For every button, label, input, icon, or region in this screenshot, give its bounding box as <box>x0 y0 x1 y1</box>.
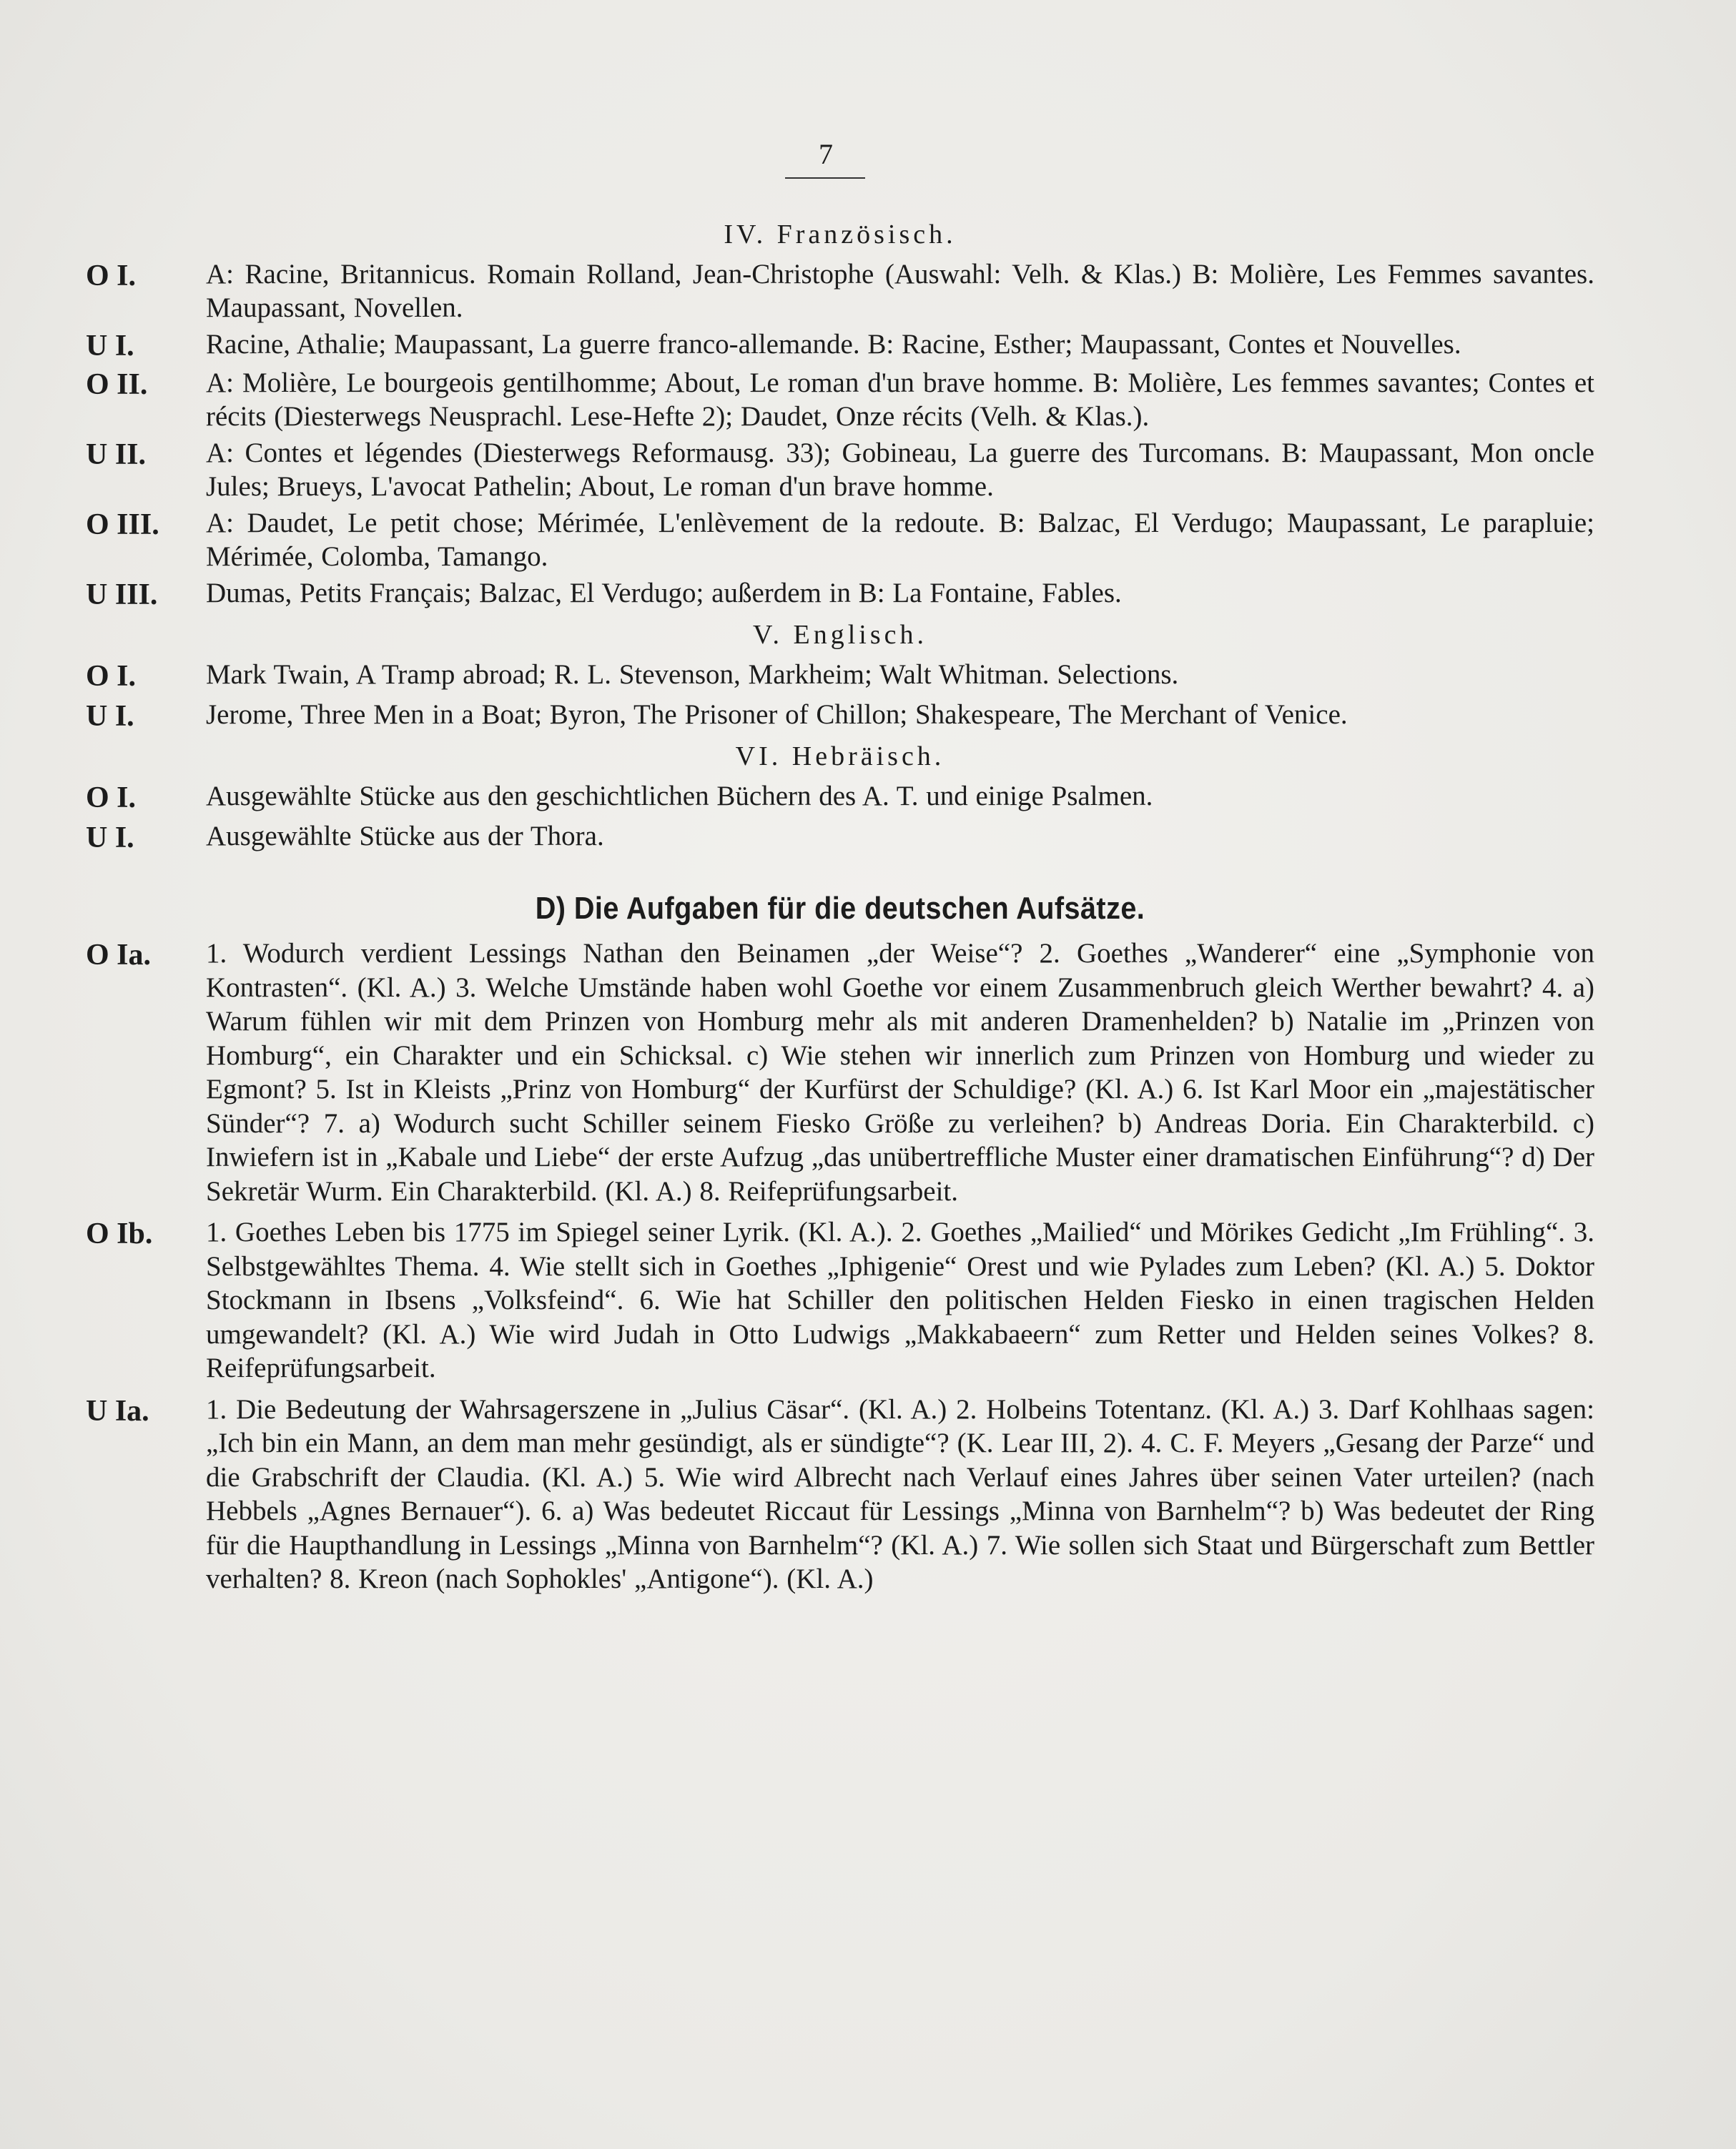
reading-entry <box>86 698 1594 733</box>
reading-entry <box>86 366 1594 433</box>
section-heading-english: V. Englisch. <box>752 620 928 650</box>
entry-text: Mark Twain, A Tramp abroad; R. L. Stevenson, Markheim; Walt Whitman. Selections. <box>206 659 1179 690</box>
section-heading-hebrew: VI. Hebräisch. <box>735 741 945 771</box>
page-content <box>86 212 1594 1604</box>
reading-entry <box>86 658 1594 693</box>
entry-text: Ausgewählte Stücke aus der Thora. <box>206 821 604 851</box>
reading-entry <box>86 779 1594 815</box>
entry-text: Dumas, Petits Français; Balzac, El Verdugo; außerdem in B: La Fontaine, Fables. <box>206 578 1122 608</box>
entry-text: 1. Wodurch verdient Lessings Nathan den Beinamen „der Weise“? 2. Goethes „Wanderer“ eine „Symphonie von Kontrasten“. (Kl. A.) 3. Welche Umstände haben wohl Goethe vor einem Zusammenbruch gleich Werther bewahrt? 4. a) Warum fühlen wir mit dem Prinzen von Homburg mehr als mit anderen Dramenhelden? b) Natalie im „Prinzen von Homburg“, ein Charakter und ein Schicksal. c) Wie stehen wir innerlich zum Prinzen von Homburg und wieder zu Egmont? 5. Ist in Kleists „Prinz von Homburg“ der Kurfürst der Schuldige? (Kl. A.) 6. Ist Karl Moor ein „majestätischer Sünder“? 7. a) Wodurch sucht Schiller seinem Fiesko Größe zu verleihen? b) Andreas Doria. Ein Charakterbild. c) Inwiefern ist in „Kabale und Liebe“ der erste Aufzug „das unübertreffliche Muster einer dramatischen Einführung“? d) Der Sekretär Wurm. Ein Charakterbild. (Kl. A.) 8. Reifeprüfungsarbeit. <box>206 938 1594 1207</box>
entry-text: A: Daudet, Le petit chose; Mérimée, L'enlèvement de la redoute. B: Balzac, El Verdugo; Maupassant, Le parapluie; Mérimée, Colomba, Tamango. <box>206 508 1594 572</box>
essay-entry <box>86 1393 1594 1596</box>
class-label: O I. <box>86 260 137 292</box>
entry-text: A: Racine, Britannicus. Romain Rolland, Jean-Christophe (Auswahl: Velh. & Klas.) B: Molière, Les Femmes savantes. Maupassant, Novellen. <box>206 259 1594 323</box>
class-label: O II. <box>86 368 148 401</box>
section-essays <box>86 891 1594 1596</box>
class-label: O III. <box>86 508 159 541</box>
reading-entry <box>86 327 1594 363</box>
entry-text: A: Contes et légendes (Diesterwegs Reformausg. 33); Gobineau, La guerre des Turcomans. B: Maupassant, Mon oncle Jules; Brueys, L'avocat Pathelin; About, Le roman d'un brave homme. <box>206 438 1594 502</box>
entry-text: Ausgewählte Stücke aus den geschichtlichen Büchern des A. T. und einige Psalmen. <box>206 781 1153 811</box>
entry-text: 1. Die Bedeutung der Wahrsagerszene in „Julius Cäsar“. (Kl. A.) 2. Holbeins Totentanz. (Kl. A.) 3. Darf Kohlhaas sagen: „Ich bin ein Mann, an dem man mehr gesündigt, als er sündigte“? (K. Lear III, 2). 4. C. F. Meyers „Gesang der Parze“ und die Grabschrift der Claudia. (Kl. A.) 5. Wie wird Albrecht nach Verlauf eines Jahres über seinen Vater urteilen? (nach Hebbels „Agnes Bernauer“). 6. a) Was bedeutet Riccaut für Lessings „Minna von Barnhelm“? b) Was bedeutet der Ring für die Haupthandlung in Lessings „Minna von Barnhelm“? (Kl. A.) 7. Wie sollen sich Staat und Bürgerschaft zum Bettler verhalten? 8. Kreon (nach Sophokles' „Antigone“). (Kl. A.) <box>206 1393 1594 1594</box>
section-hebrew <box>86 738 1594 855</box>
class-label: U Ia. <box>86 1394 149 1428</box>
section-english <box>86 616 1594 733</box>
class-label: U II. <box>86 438 147 471</box>
reading-entry <box>86 819 1594 855</box>
class-label: O I. <box>86 781 137 814</box>
section-heading-essays: D) Die Aufgaben für die deutschen Aufsätze. <box>535 891 1145 926</box>
class-label: U I. <box>86 821 134 854</box>
essay-entry <box>86 1215 1594 1385</box>
entry-text: A: Molière, Le bourgeois gentilhomme; About, Le roman d'un brave homme. B: Molière, Les femmes savantes; Contes et récits (Diesterwegs Neusprachl. Lese-Hefte 2); Daudet, Onze récits (Velh. & Klas.). <box>206 367 1594 432</box>
reading-entry <box>86 436 1594 503</box>
class-label: U I. <box>86 330 134 362</box>
reading-entry <box>86 257 1594 325</box>
class-label: O I. <box>86 660 137 693</box>
reading-entry <box>86 576 1594 612</box>
section-french <box>86 216 1594 612</box>
class-label: O Ib. <box>86 1217 153 1250</box>
class-label: U I. <box>86 700 134 733</box>
entry-text: Racine, Athalie; Maupassant, La guerre franco-allemande. B: Racine, Esther; Maupassant, Contes et Nouvelles. <box>206 329 1461 360</box>
class-label: O Ia. <box>86 939 152 972</box>
essay-entry <box>86 937 1594 1208</box>
reading-entry <box>86 506 1594 573</box>
class-label: U III. <box>86 578 158 611</box>
section-heading-french: IV. Französisch. <box>724 219 957 250</box>
page-number: 7 <box>819 138 833 170</box>
page-number-rule <box>785 177 865 179</box>
entry-text: 1. Goethes Leben bis 1775 im Spiegel seiner Lyrik. (Kl. A.). 2. Goethes „Mailied“ und Mörikes Gedicht „Im Frühling“. 3. Selbstgewähltes Thema. 4. Wie stellt sich in Goethes „Iphigenie“ Orest und wie Pylades zum Leben? (Kl. A.) 5. Doktor Stockmann in Ibsens „Volksfeind“. 6. Wie hat Schiller den politischen Helden Fiesko in einen tragischen Helden umgewandelt? (Kl. A.) Wie wird Judah in Otto Ludwigs „Makkabaeern“ zum Retter und Helden seines Volkes? 8. Reifeprüfungsarbeit. <box>206 1217 1594 1383</box>
entry-text: Jerome, Three Men in a Boat; Byron, The Prisoner of Chillon; Shakespeare, The Merchant of Venice. <box>206 699 1348 730</box>
